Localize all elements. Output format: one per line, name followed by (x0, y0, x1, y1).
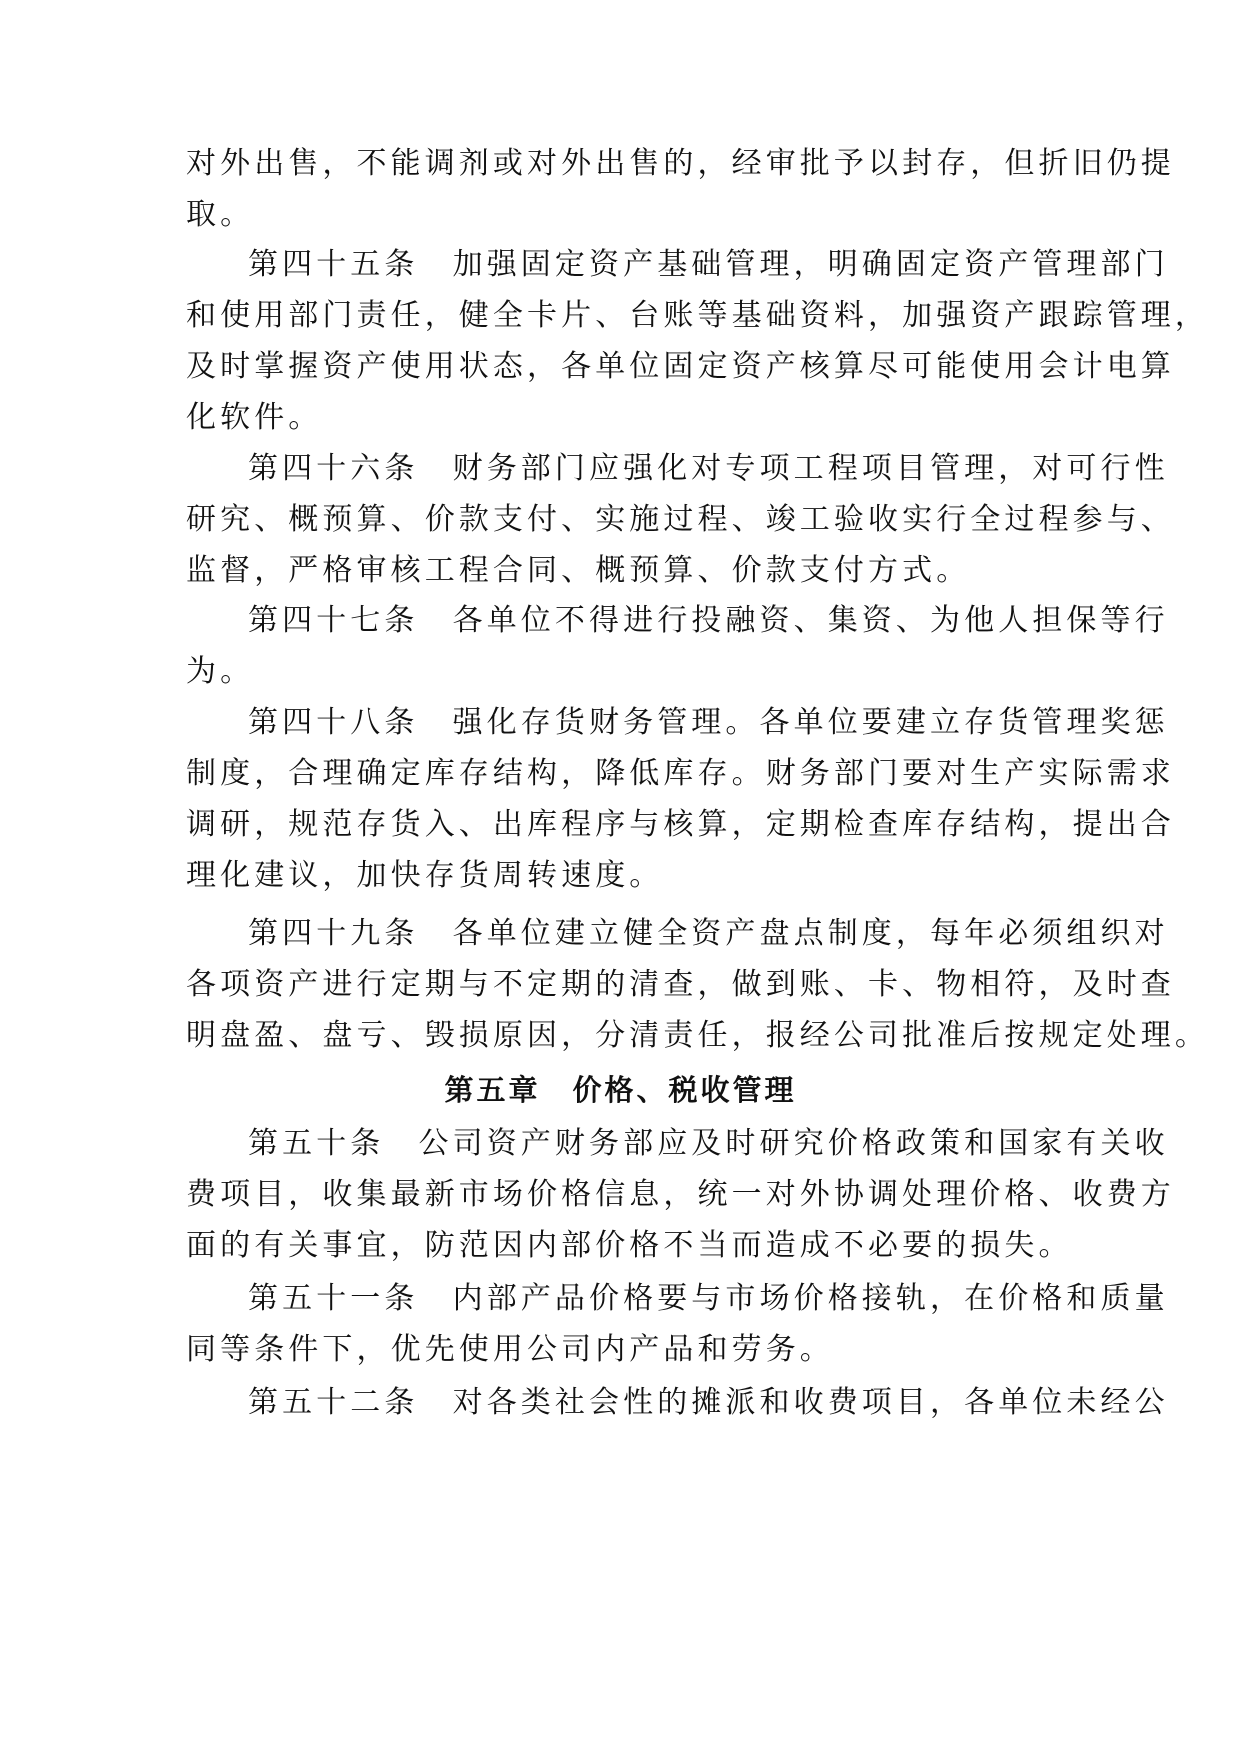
article-50-line: 第五十条 公司资产财务部应及时研究价格政策和国家有关收 (248, 1126, 1169, 1161)
text-line: 化软件。 (186, 400, 323, 435)
article-47-line: 第四十七条 各单位不得进行投融资、集资、为他人担保等行 (248, 603, 1169, 638)
text-line: 监督，严格审核工程合同、概预算、价款支付方式。 (186, 553, 971, 588)
text-line: 和使用部门责任，健全卡片、台账等基础资料，加强资产跟踪管理， (186, 298, 1209, 333)
article-46-line: 第四十六条 财务部门应强化对专项工程项目管理，对可行性 (248, 451, 1169, 486)
text-line: 取。 (186, 197, 255, 232)
article-52-line: 第五十二条 对各类社会性的摊派和收费项目，各单位未经公 (248, 1385, 1169, 1420)
article-45-line: 第四十五条 加强固定资产基础管理，明确固定资产管理部门 (248, 247, 1169, 282)
text-line: 面的有关事宜，防范因内部价格不当而造成不必要的损失。 (186, 1228, 1073, 1263)
text-line: 研究、概预算、价款支付、实施过程、竣工验收实行全过程参与、 (186, 502, 1175, 537)
text-line: 为。 (186, 654, 255, 689)
article-51-line: 第五十一条 内部产品价格要与市场价格接轨，在价格和质量 (248, 1281, 1169, 1316)
article-49-line: 第四十九条 各单位建立健全资产盘点制度，每年必须组织对 (248, 916, 1169, 951)
text-line: 同等条件下，优先使用公司内产品和劳务。 (186, 1332, 834, 1367)
text-line: 及时掌握资产使用状态，各单位固定资产核算尽可能使用会计电算 (186, 349, 1175, 384)
text-line: 各项资产进行定期与不定期的清查，做到账、卡、物相符，及时查 (186, 967, 1175, 1002)
text-line: 制度，合理确定库存结构，降低库存。财务部门要对生产实际需求 (186, 756, 1175, 791)
text-line: 理化建议，加快存货周转速度。 (186, 858, 664, 893)
text-line: 明盘盈、盘亏、毁损原因，分清责任，报经公司批准后按规定处理。 (186, 1018, 1209, 1053)
chapter-heading: 第五章 价格、税收管理 (444, 1073, 797, 1107)
text-line: 调研，规范存货入、出库程序与核算，定期检查库存结构，提出合 (186, 807, 1175, 842)
article-48-line: 第四十八条 强化存货财务管理。各单位要建立存货管理奖惩 (248, 705, 1169, 740)
text-line: 费项目，收集最新市场价格信息，统一对外协调处理价格、收费方 (186, 1177, 1175, 1212)
text-line: 对外出售，不能调剂或对外出售的，经审批予以封存，但折旧仍提 (186, 146, 1175, 181)
